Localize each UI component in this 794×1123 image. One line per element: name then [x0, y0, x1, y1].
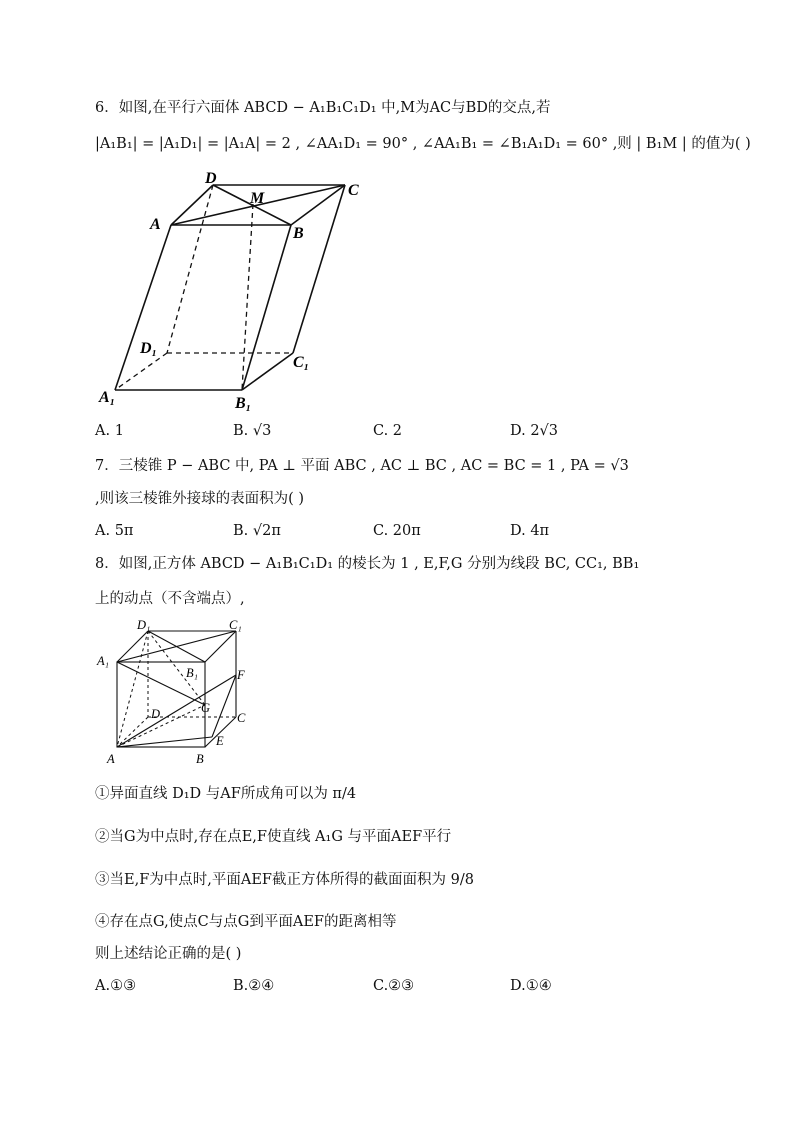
label-B1: B₁	[235, 395, 252, 412]
label-B1: B₁	[186, 666, 198, 680]
label-A1: A₁	[97, 654, 109, 668]
label-F: F	[237, 668, 245, 682]
label-C: C	[348, 182, 359, 199]
q8-statement-1: ①异面直线 D₁D 与AF所成角可以为 π/4	[95, 786, 357, 802]
label-E: E	[216, 734, 224, 748]
q8-stem: 8．如图,正方体 ABCD − A₁B₁C₁D₁ 的棱长为 1 , E,F,G 分别为线段 BC, CC₁, BB₁	[95, 556, 640, 572]
q8-statement-2: ②当G为中点时,存在点E,F使直线 A₁G 与平面AEF平行	[95, 829, 452, 845]
label-C1: C₁	[293, 354, 310, 371]
q8-statement-4: ④存在点G,使点C与点G到平面AEF的距离相等	[95, 914, 397, 930]
q6-option-b[interactable]: B. √3	[233, 423, 272, 439]
q7-stem-2: ,则该三棱锥外接球的表面积为( )	[95, 491, 305, 507]
label-A: A	[150, 216, 161, 233]
q7-option-b[interactable]: B. √2π	[233, 523, 281, 539]
q6-option-c[interactable]: C. 2	[373, 423, 403, 439]
q8-option-b[interactable]: B.②④	[233, 978, 275, 994]
label-A: A	[107, 752, 115, 766]
q7-option-a[interactable]: A. 5π	[95, 523, 134, 539]
q6-parallelepiped-figure	[95, 170, 385, 410]
q8-cube-figure	[95, 615, 265, 770]
q7-option-d[interactable]: D. 4π	[510, 523, 550, 539]
label-G: G	[201, 701, 211, 715]
q6-stem: 6．如图,在平行六面体 ABCD − A₁B₁C₁D₁ 中,M为AC与BD的交点,若	[95, 100, 551, 116]
label-A1: A₁	[99, 389, 116, 406]
label-D: D	[151, 707, 161, 721]
label-C: C	[237, 711, 246, 725]
q8-option-d[interactable]: D.①④	[510, 978, 552, 994]
q6-condition: |A₁B₁| = |A₁D₁| = |A₁A| = 2 , ∠AA₁D₁ = 90° , ∠AA₁B₁ = ∠B₁A₁D₁ = 60° ,则 | B₁M | 的值为( )	[95, 136, 751, 152]
q8-statement-3: ③当E,F为中点时,平面AEF截正方体所得的截面面积为 9/8	[95, 872, 474, 888]
label-D: D	[205, 170, 217, 187]
q8-option-a[interactable]: A.①③	[95, 978, 137, 994]
q6-option-a[interactable]: A. 1	[95, 423, 124, 439]
label-D1: D₁	[140, 340, 158, 357]
label-B: B	[293, 225, 304, 242]
q7-stem: 7．三棱锥 P − ABC 中, PA ⊥ 平面 ABC , AC ⊥ BC , AC = BC = 1 , PA = √3	[95, 458, 629, 474]
q8-option-c[interactable]: C.②③	[373, 978, 415, 994]
q8-conclusion: 则上述结论正确的是( )	[95, 946, 242, 962]
label-C1: C₁	[229, 618, 242, 632]
label-B: B	[196, 752, 204, 766]
q6-option-d[interactable]: D. 2√3	[510, 423, 559, 439]
label-D1: D₁	[137, 618, 151, 632]
q8-stem-2: 上的动点（不含端点）,	[95, 591, 245, 607]
label-M: M	[250, 190, 265, 207]
q7-option-c[interactable]: C. 20π	[373, 523, 421, 539]
